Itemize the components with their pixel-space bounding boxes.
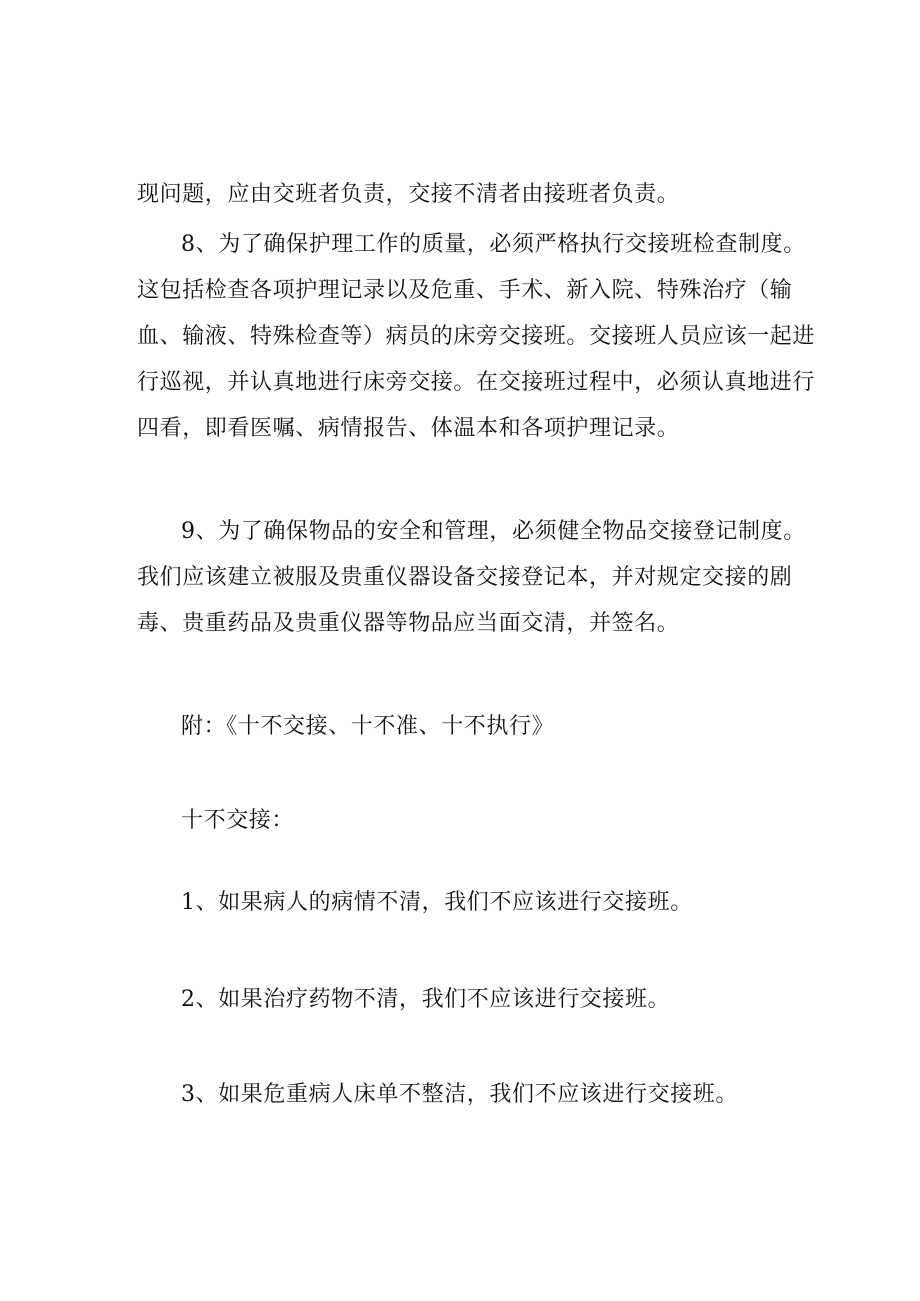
paragraph-8-line-5: 四看，即看医嘱、病情报告、体温本和各项护理记录。 <box>137 416 680 441</box>
list-item: 3、如果危重病人床单不整洁，我们不应该进行交接班。 <box>181 1082 738 1107</box>
paragraph-9-line-1: 9、为了确保物品的安全和管理，必须健全物品交接登记制度。 <box>181 519 806 544</box>
paragraph-continuation-line: 现问题，应由交班者负责，交接不清者由接班者负责。 <box>137 182 680 207</box>
paragraph-8-line-2: 这包括检查各项护理记录以及危重、手术、新入院、特殊治疗（输 <box>137 278 793 303</box>
list-item: 2、如果治疗药物不清，我们不应该进行交接班。 <box>181 987 671 1012</box>
paragraph-8-line-3: 血、输液、特殊检查等）病员的床旁交接班。交接班人员应该一起进 <box>137 324 816 349</box>
paragraph-8-line-1: 8、为了确保护理工作的质量，必须严格执行交接班检查制度。 <box>181 232 806 257</box>
paragraph-9-line-3: 毒、贵重药品及贵重仪器等物品应当面交清，并签名。 <box>137 611 680 636</box>
paragraph-8-line-4: 行巡视，并认真地进行床旁交接。在交接班过程中，必须认真地进行 <box>137 370 816 395</box>
section-heading: 十不交接： <box>181 808 295 833</box>
list-item: 1、如果病人的病情不清，我们不应该进行交接班。 <box>181 890 693 915</box>
appendix-title: 附：《十不交接、十不准、十不执行》 <box>181 714 555 739</box>
paragraph-9-line-2: 我们应该建立被服及贵重仪器设备交接登记本，并对规定交接的剧 <box>137 565 793 590</box>
